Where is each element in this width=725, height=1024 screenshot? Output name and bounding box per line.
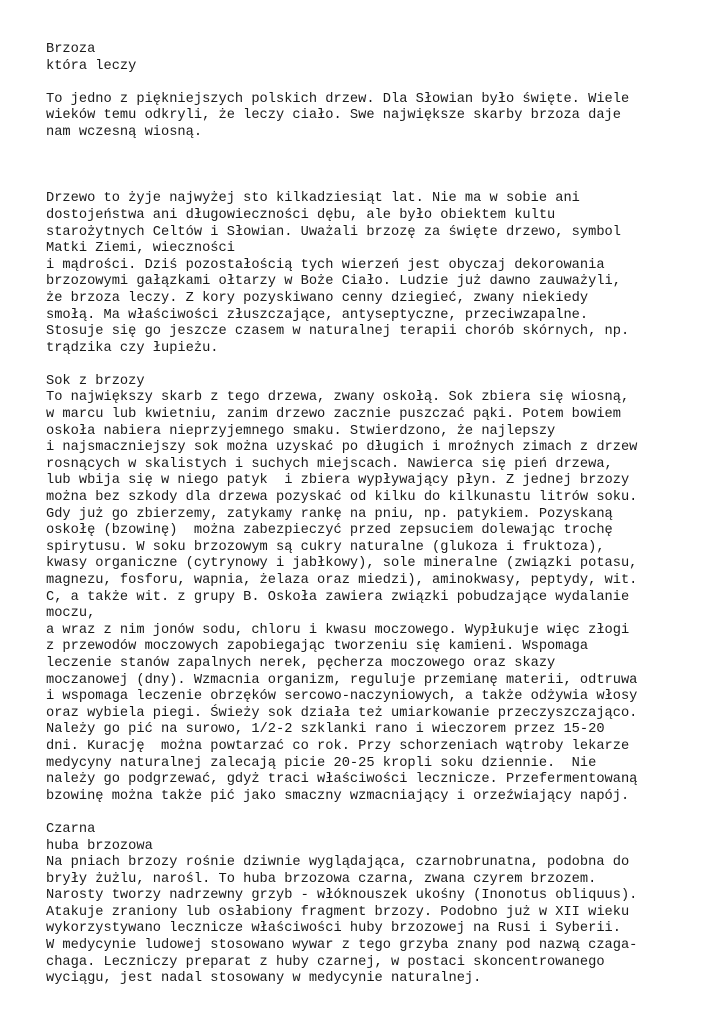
sok-line: medycyny naturalnej zalecają picie 20-25 kropli soku dziennie. Nie <box>46 755 597 771</box>
sok-line: i najsmaczniejszy sok można uzyskać po długich i mroźnych zimach z drzew <box>46 440 638 456</box>
section1-line: Matki Ziemi, wieczności <box>46 241 235 257</box>
intro-line: To jedno z piękniejszych polskich drzew. Dla Słowian było święte. Wiele <box>46 91 630 107</box>
sok-line: moczanowej (dny). Wzmacnia organizm, reguluje przemianę materii, odtruwa <box>46 672 638 688</box>
section1-line: trądzika czy łupieżu. <box>46 340 219 356</box>
huba-line: chaga. Leczniczy preparat z huby czarnej, w postaci skoncentrowanego <box>46 954 605 970</box>
sok-line: należy go podgrzewać, gdyż traci właściwości lecznicze. Przefermentowaną <box>46 772 638 788</box>
section1-line: Stosuje się go jeszcze czasem w naturalnej terapii chorób skórnych, np. <box>46 324 630 340</box>
sok-line: leczenie stanów zapalnych nerek, pęcherza moczowego oraz skazy <box>46 655 556 671</box>
intro-line: nam wczesną wiosną. <box>46 124 203 140</box>
section1-line: i mądrości. Dziś pozostałością tych wierzeń jest obyczaj dekorowania <box>46 257 605 273</box>
sok-line: a wraz z nim jonów sodu, chloru i kwasu moczowego. Wypłukuje więc złogi <box>46 622 630 638</box>
section1-line: smołą. Ma właściwości złuszczające, antyseptyczne, przeciwzapalne. <box>46 307 589 323</box>
sok-line: Gdy już go zbierzemy, zatykamy rankę na pniu, np. patykiem. Pozyskaną <box>46 506 613 522</box>
sok-line: oskoła nabiera nieprzyjemnego smaku. Stwierdzono, że najlepszy <box>46 423 556 439</box>
sok-line: oskołę (bzowinę) można zabezpieczyć przed zepsuciem dolewając trochę <box>46 523 613 539</box>
spacer <box>46 357 716 374</box>
huba-heading-2: huba brzozowa <box>46 838 153 854</box>
huba-line: wyciągu, jest nadal stosowany w medycynie naturalnej. <box>46 971 482 987</box>
huba-heading-1: Czarna <box>46 821 96 837</box>
section1-line: że brzoza leczy. Z kory pozyskiwano cenny dziegieć, zwany niekiedy <box>46 290 589 306</box>
sok-line: lub wbija się w niego patyk i zbiera wypływający płyn. Z jednej brzozy <box>46 473 630 489</box>
title-line-1: Brzoza <box>46 42 96 57</box>
sok-line: C, a także wit. z grupy B. Oskoła zawiera związki pobudzające wydalanie <box>46 589 630 605</box>
huba-line: wykorzystywano lecznicze właściwości huby brzozowej na Rusi i Syberii. <box>46 921 621 937</box>
spacer <box>46 142 716 192</box>
sok-line: w marcu lub kwietniu, zanim drzewo zacznie puszczać pąki. Potem bowiem <box>46 407 621 423</box>
sok-line: można bez szkody dla drzewa pozyskać od kilku do kilkunastu litrów soku. <box>46 490 638 506</box>
sok-line: kwasy organiczne (cytrynowy i jabłkowy), sole mineralne (związki potasu, <box>46 556 638 572</box>
sok-line: Należy go pić na surowo, 1/2-2 szklanki rano i wieczorem przez 15-20 <box>46 722 605 738</box>
huba-line: W medycynie ludowej stosowano wywar z tego grzyba znany pod nazwą czaga- <box>46 938 638 954</box>
huba-line: Atakuje zraniony lub osłabiony fragment brzozy. Podobno już w XII wieku <box>46 904 630 920</box>
section1-line: Drzewo to żyje najwyżej sto kilkadziesiąt lat. Nie ma w sobie ani <box>46 191 580 207</box>
section1-line: brzozowymi gałązkami ołtarzy w Boże Ciało. Ludzie już dawno zauważyli, <box>46 274 621 290</box>
sok-heading: Sok z brzozy <box>46 373 145 389</box>
intro-line: wieków temu odkryli, że leczy ciało. Swe największe skarby brzoza daje <box>46 108 621 124</box>
section1-line: starożytnych Celtów i Słowian. Uważali brzozę za święte drzewo, symbol <box>46 224 621 240</box>
sok-line: dni. Kurację można powtarzać co rok. Przy schorzeniach wątroby lekarze <box>46 738 630 754</box>
sok-line: magnezu, fosforu, wapnia, żelaza oraz miedzi), aminokwasy, peptydy, wit. <box>46 573 638 589</box>
huba-line: bryły żużlu, narośl. To huba brzozowa czarna, zwana czyrem brzozem. <box>46 871 597 887</box>
spacer <box>46 805 716 822</box>
sok-line: To największy skarb z tego drzewa, zwany oskołą. Sok zbiera się wiosną, <box>46 390 630 406</box>
sok-line: spirytusu. W soku brzozowym są cukry naturalne (glukoza i fruktoza), <box>46 539 605 555</box>
document-page <box>46 42 716 988</box>
sok-line: moczu, <box>46 606 96 622</box>
title-line-2: która leczy <box>46 58 137 74</box>
sok-line: bzowinę można także pić jako smaczny wzmacniający i orzeźwiający napój. <box>46 788 630 804</box>
section1-line: dostojeństwa ani długowieczności dębu, ale było obiektem kultu <box>46 207 556 223</box>
sok-line: oraz wybiela piegi. Świeży sok działa też umiarkowanie przeczyszczająco. <box>46 705 638 721</box>
spacer <box>46 75 716 92</box>
sok-line: rosnących w skalistych i suchych miejscach. Nawierca się pień drzewa, <box>46 456 613 472</box>
sok-line: z przewodów moczowych zapobiegając tworzeniu się kamieni. Wspomaga <box>46 639 589 655</box>
huba-line: Na pniach brzozy rośnie dziwnie wyglądająca, czarnobrunatna, podobna do <box>46 855 630 871</box>
sok-line: i wspomaga leczenie obrzęków sercowo-naczyniowych, a także odżywia włosy <box>46 689 638 705</box>
huba-line: Narosty tworzy nadrzewny grzyb - włóknouszek ukośny (Inonotus obliquus). <box>46 888 638 904</box>
